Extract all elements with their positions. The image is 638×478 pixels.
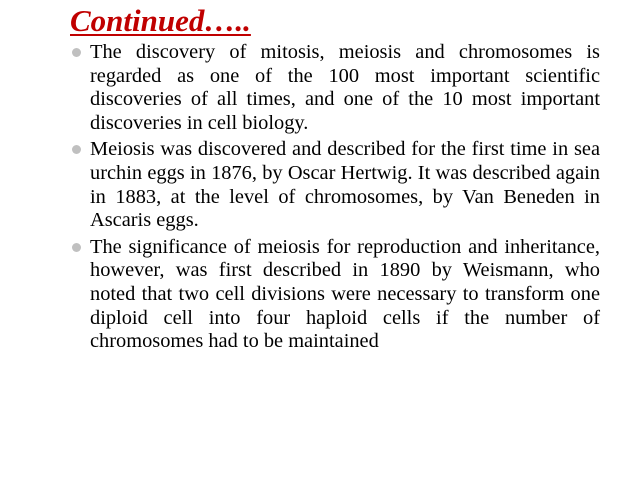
bullet-item-3 xyxy=(72,236,600,354)
disc-bullet-icon xyxy=(72,243,81,252)
bullet-item-2 xyxy=(72,138,600,232)
bullet-text-3: The significance of meiosis for reproduction and inheritance, however, was first described in 1890 by Weismann, who noted that two cell divisions were necessary to transform one diploid cell into four haploid cells if the number of chromosomes had to be maintained xyxy=(90,235,600,353)
bullet-text-2: Meiosis was discovered and described for the first time in sea urchin eggs in 1876, by Oscar Hertwig. It was described again in 1883, at the level of chromosomes, by Van Beneden in Ascaris eggs. xyxy=(90,138,600,232)
bullet-text-1: The discovery of mitosis, meiosis and chromosomes is regarded as one of the 100 most important scientific discoveries of all times, and one of the 10 most important discoveries in cell biology. xyxy=(90,41,600,134)
bullet-item-1 xyxy=(72,41,600,135)
disc-bullet-icon xyxy=(72,48,81,57)
slide-title: Continued….. xyxy=(70,3,251,38)
disc-bullet-icon xyxy=(72,145,81,154)
bullet-list xyxy=(72,41,600,357)
